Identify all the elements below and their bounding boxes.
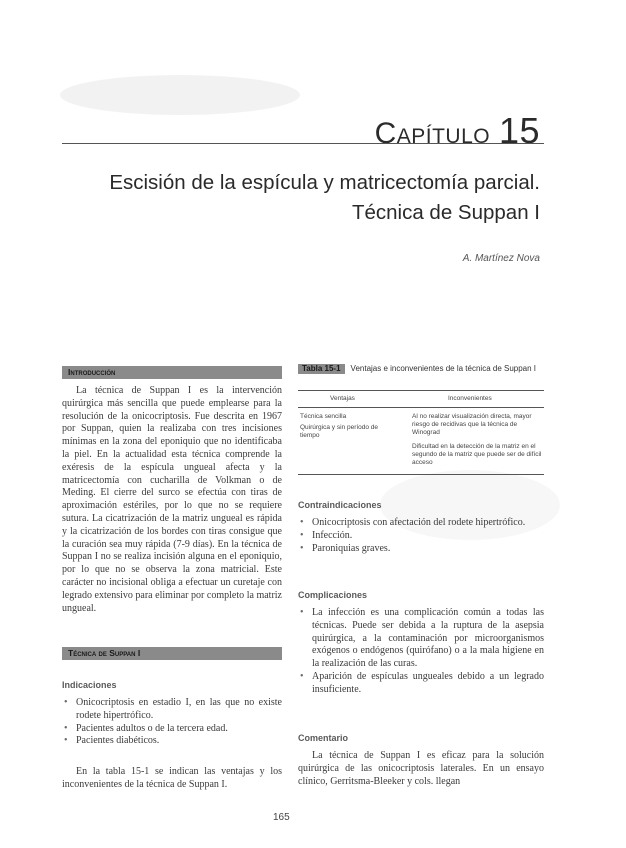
table-caption <box>298 364 544 374</box>
chapter-rule <box>62 143 544 144</box>
intro-paragraph: La técnica de Suppan I es la intervención quirúrgica más sencilla que puede emplearse para la resolución de la onicocriptosis. Fue descrita en 1967 por Suppan, quien la realizaba con tres incisiones mínimas en la zona del eponiquio que no identificaba la piel. En la actualidad esta técnica comprende la exéresis de la espícula ungueal afecta y la matricectomía con cucharilla de Volkman o de Meding. El cierre del surco se efectúa con tiras de aproximación estériles, por lo que no se requiere sutura. La cicatrización de la matriz ungueal es rápida y la cicatrización de los bordes con tiras consigue que la curación sea muy rápida (7-9 días). En la técnica de Suppan I no se realiza incisión alguna en el eponiquio, por lo que no se observa la zona matricial. Este carácter no incisional obliga a efectuar un curetaje con legrado extensivo para eliminar por completo la matriz ungueal. <box>62 385 282 614</box>
table-header-right: Inconvenientes <box>448 395 492 402</box>
list-item: • Paroniquias graves. <box>298 543 544 556</box>
indications-heading: Indicaciones <box>62 680 117 690</box>
list-item: • Onicocriptosis en estadio I, en las que no existe rodete hipertrófico. <box>62 697 282 723</box>
contraindications-list <box>298 517 544 555</box>
list-item: • Aparición de espículas ungueales debido a un legrado insuficiente. <box>298 671 544 697</box>
title-line-1: Escisión de la espícula y matricectomía parcial. <box>109 171 540 194</box>
comment-paragraph: La técnica de Suppan I es eficaz para la solución quirúrgica de las onicocriptosis laterales. En un ensayo clínico, Gerritsma-Bleeker y cols. llegan <box>298 750 544 787</box>
list-item: • Infección. <box>298 530 544 543</box>
table-label: Tabla 15-1 <box>298 364 345 374</box>
scan-smudge <box>60 75 300 115</box>
closing-paragraph: En la tabla 15-1 se indican las ventajas y los inconvenientes de la técnica de Suppan I. <box>62 766 282 790</box>
title-line-2: Técnica de Suppan I <box>351 201 540 224</box>
author: A. Martínez Nova <box>462 253 540 264</box>
comment-text <box>298 750 544 788</box>
table-cell: Técnica sencilla <box>300 413 347 420</box>
list-item: • La infección es una complicación común a todas las técnicas. Puede ser debida a la ruptura de la asepsia quirúrgica, a la contaminación por microorganismos exógenos o endógenos (quirófano) o a la mala higiene en la realización de las curas. <box>298 607 544 671</box>
intro-heading: Introducción <box>62 366 282 379</box>
page-number: 165 <box>273 812 290 823</box>
chapter-number: 15 <box>498 110 540 151</box>
list-item: • Pacientes diabéticos. <box>62 735 282 748</box>
technique-heading: Técnica de Suppan I <box>62 647 282 660</box>
table-bottom-rule <box>298 474 544 475</box>
list-item: • Pacientes adultos o de la tercera edad. <box>62 723 282 736</box>
comment-heading: Comentario <box>298 733 349 743</box>
table-top-rule <box>298 390 544 391</box>
table-cell: Quirúrgica y sin período de tiempo <box>300 424 379 439</box>
table-caption-text: Ventajas e inconvenientes de la técnica de Suppan I <box>350 364 537 373</box>
closing-text <box>62 766 282 792</box>
indications-list <box>62 697 282 748</box>
intro-text <box>62 385 282 615</box>
table-cell: Dificultad en la detección de la matriz en el segundo de la matriz que puede ser de difícil acceso <box>412 443 542 466</box>
list-item: • Onicocriptosis con afectación del rodete hipertrófico. <box>298 517 544 530</box>
complications-list <box>298 607 544 697</box>
chapter-heading <box>375 110 540 152</box>
table-cell: Al no realizar visualización directa, mayor riesgo de recidivas que la técnica de Winograd <box>412 413 532 436</box>
chapter-word: Capítulo <box>374 117 491 150</box>
contraindications-heading: Contraindicaciones <box>298 500 382 510</box>
table-header-rule <box>298 407 544 408</box>
complications-heading: Complicaciones <box>298 590 368 600</box>
table-header-left: Ventajas <box>330 395 355 402</box>
chapter-title <box>60 168 540 228</box>
